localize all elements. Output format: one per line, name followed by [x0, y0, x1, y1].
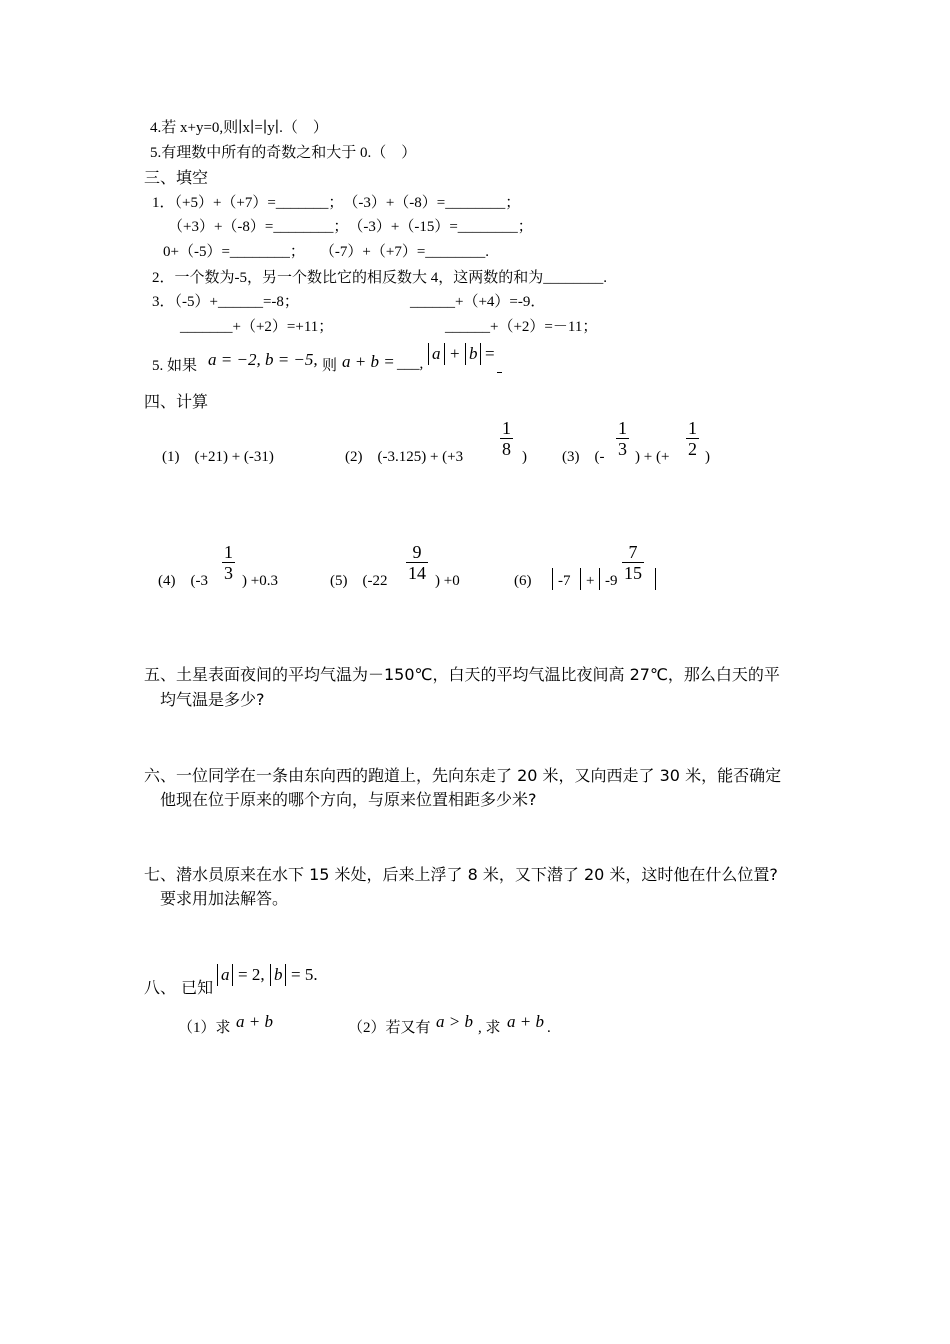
abs-bar	[428, 343, 429, 365]
section-8-sub1-expr: a + b	[236, 1012, 273, 1031]
fill-q3-line2a: _______+（+2）=+11；	[180, 319, 334, 335]
fraction-denominator: 15	[624, 563, 642, 583]
calc-problem-3-suffix: )	[705, 449, 710, 465]
abs-bar	[444, 343, 445, 365]
fraction-9-14	[406, 542, 428, 583]
section-8-sub2-expr: a + b	[507, 1012, 544, 1031]
calc-problem-6-a: -7	[558, 573, 571, 589]
section-3-heading: 三、填空	[144, 168, 209, 187]
fraction-denominator: 8	[502, 439, 511, 459]
fill-q1-line2: （+3）+（-8）=________； （-3）+（-15）=________；	[168, 219, 533, 235]
calc-problem-3-middle: ) + (+	[635, 449, 670, 465]
calc-problem-6-b: -9	[605, 573, 618, 589]
section-8-sub2-condition: a > b	[436, 1012, 473, 1031]
fill-q3-line1b: ______+（+4）=-9．	[410, 294, 546, 310]
abs-bar	[552, 568, 553, 590]
calc-problem-1: (1) (+21) + (-31)	[162, 449, 274, 465]
section-6-line2: 他现在位于原来的哪个方向，与原来位置相距多少米?	[160, 790, 537, 809]
fraction-numerator: 1	[688, 418, 697, 438]
section-6-line1: 六、一位同学在一条由东向西的跑道上，先向东走了 20 米，又向西走了 30 米，能否确定	[144, 766, 782, 785]
fill-q5-abs-a: a	[432, 344, 441, 363]
section-8-sub2-label: （2）若又有	[348, 1020, 431, 1036]
section-7-line2: 要求用加法解答。	[160, 889, 289, 908]
section-8-eq2: = 5.	[291, 965, 318, 984]
fraction-denominator: 3	[618, 439, 627, 459]
fraction-numerator: 1	[224, 542, 233, 562]
fill-q5-plus: +	[450, 344, 460, 363]
fill-q1-line1: 1．（+5）+（+7）=_______； （-3）+（-8）=________；	[152, 195, 521, 211]
small-dash	[497, 372, 502, 373]
abs-bar	[232, 964, 233, 986]
fraction-1-2	[686, 418, 699, 459]
section-8-sub2-end: .	[547, 1020, 551, 1036]
fraction-denominator: 3	[224, 563, 233, 583]
section-4-heading: 四、计算	[144, 392, 209, 411]
fill-q5-blank: ___,	[397, 356, 424, 372]
abs-bar	[580, 568, 581, 590]
fraction-1-3	[222, 542, 235, 583]
section-8-heading: 八、 已知	[144, 978, 214, 997]
fill-q5-condition: a = −2, b = −5,	[208, 350, 318, 369]
fraction-denominator: 2	[688, 439, 697, 459]
abs-bar	[599, 568, 600, 590]
fill-q5-prefix: 5. 如果	[152, 358, 198, 374]
fraction-numerator: 7	[628, 542, 638, 562]
abs-bar	[285, 964, 286, 986]
fraction-1-3	[616, 418, 629, 459]
section-8-sub1-label: （1）求	[178, 1020, 231, 1036]
section-5-line2: 均气温是多少?	[160, 690, 265, 709]
abs-bar	[217, 964, 218, 986]
calc-problem-6-label: (6)	[514, 573, 532, 589]
calc-problem-5-prefix: (5) (-22	[330, 573, 388, 589]
section-8-sub2-middle: , 求	[478, 1020, 501, 1036]
section-5-line1: 五、土星表面夜间的平均气温为－150℃，白天的平均气温比夜间高 27℃，那么白天的平	[144, 665, 780, 684]
fill-q5-expr: a + b =	[342, 352, 395, 371]
fraction-denominator: 14	[408, 563, 426, 583]
section-8-a: a	[221, 965, 230, 984]
calc-problem-2-suffix: )	[522, 449, 527, 465]
calc-problem-4-prefix: (4) (-3	[158, 573, 208, 589]
abs-bar	[465, 343, 466, 365]
fraction-numerator: 1	[502, 418, 511, 438]
abs-bar	[655, 568, 656, 590]
judge-question-5: 5.有理数中所有的奇数之和大于 0.（ ）	[150, 145, 417, 161]
fill-q3-line1a: 3．（-5）+______=-8；	[152, 294, 299, 310]
fill-q1-line3: 0+（-5）=________； （-7）+（+7）=________.	[163, 244, 490, 260]
judge-question-4: 4.若 x+y=0,则∣x∣=∣y∣.（ ）	[150, 120, 328, 136]
fill-q2: 2．一个数为-5，另一个数比它的相反数大 4，这两数的和为________.	[152, 270, 607, 286]
calc-problem-3-prefix: (3) (-	[562, 449, 605, 465]
section-7-line1: 七、潜水员原来在水下 15 米处，后来上浮了 8 米，又下潜了 20 米，这时他在什么位置?	[144, 865, 778, 884]
abs-bar	[480, 343, 481, 365]
abs-bar	[270, 964, 271, 986]
fill-q3-line2b: ______+（+2）=－11；	[445, 319, 598, 335]
fraction-numerator: 9	[412, 542, 422, 562]
fraction-7-15	[622, 542, 644, 583]
section-8-b: b	[274, 965, 283, 984]
fill-q5-then: 则	[322, 358, 338, 374]
fraction-numerator: 1	[618, 418, 627, 438]
calc-problem-6-plus: +	[586, 573, 595, 589]
fraction-1-8	[500, 418, 513, 459]
fill-q5-abs-b: b	[469, 344, 478, 363]
fill-q5-eq: =	[485, 344, 495, 363]
calc-problem-2-prefix: (2) (-3.125) + (+3	[345, 449, 464, 465]
section-8-eq1: = 2,	[238, 965, 265, 984]
calc-problem-4-suffix: ) +0.3	[242, 573, 278, 589]
calc-problem-5-suffix: ) +0	[435, 573, 460, 589]
